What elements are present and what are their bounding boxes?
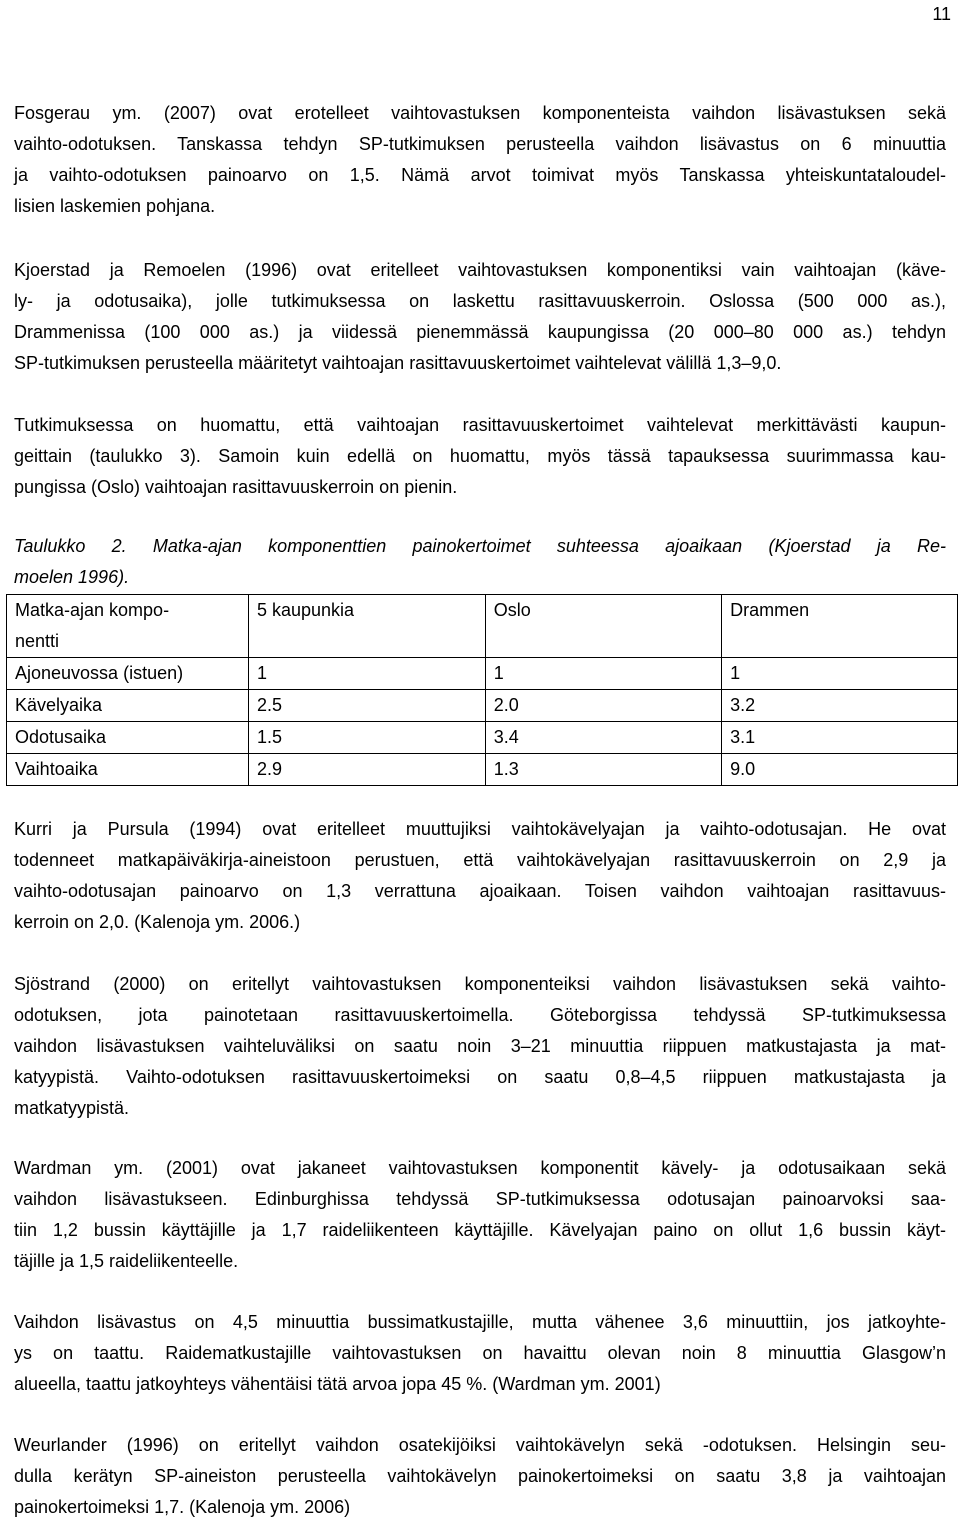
table-cell: 2.5 (248, 690, 485, 722)
text-line: tiin 1,2 bussin käyttäjille ja 1,7 raideliikenteen käyttäjille. Kävelyajan paino on ollut 1,6 bussin käyt- (14, 1220, 946, 1240)
text-line: vaihdon lisävastuksen vaihteluväliksi on saatu noin 3–21 minuuttia riippuen matkustajasta ja mat- (14, 1036, 946, 1056)
text-line: Wardman ym. (2001) ovat jakaneet vaihtovastuksen komponentit kävely- ja odotusaikaan sekä (14, 1158, 946, 1178)
text-line: vaihdon lisävastukseen. Edinburghissa tehdyssä SP-tutkimuksessa odotusajan painoarvoksi saa- (14, 1189, 946, 1209)
table-row (7, 690, 958, 722)
paragraph-vaihdon (14, 1307, 946, 1400)
caption-line: Taulukko 2. Matka-ajan komponenttien painokertoimet suhteessa ajoaikaan (Kjoerstad ja Re- (14, 536, 946, 556)
header-cell-5-cities: 5 kaupunkia (248, 595, 485, 658)
table-row (7, 722, 958, 754)
text-line: odotuksen, jota painotetaan rasittavuuskertoimella. Göteborgissa tehdyssä SP-tutkimuksessa (14, 1005, 946, 1025)
table-cell: 1.3 (485, 754, 721, 786)
table-cell: 1 (485, 658, 721, 690)
text-line: kerroin on 2,0. (Kalenoja ym. 2006.) (14, 912, 301, 932)
text-line: geittain (taulukko 3). Samoin kuin edellä on huomattu, myös tässä tapauksessa suurimmassa kau- (14, 446, 946, 466)
text-line: Sjöstrand (2000) on eritellyt vaihtovastuksen komponenteiksi vaihdon lisävastuksen sekä vaihto- (14, 974, 946, 994)
table-cell: 3.4 (485, 722, 721, 754)
table-cell: Vaihtoaika (7, 754, 249, 786)
weights-table (6, 594, 958, 786)
text-line: todenneet matkapäiväkirja-aineistoon perustuen, että vaihtokävelyajan rasittavuuskerroin on 2,9 ja (14, 850, 946, 870)
header-line: nentti (15, 631, 60, 651)
text-line: Fosgerau ym. (2007) ovat erotelleet vaihtovastuksen komponenteista vaihdon lisävastuksen sekä (14, 103, 946, 123)
table-cell: 1 (248, 658, 485, 690)
text-line: Drammenissa (100 000 as.) ja viidessä pienemmässä kaupungissa (20 000–80 000 as.) tehdyn (14, 322, 946, 342)
table-cell: 2.9 (248, 754, 485, 786)
paragraph-kurri (14, 814, 946, 938)
paragraph-weurlander (14, 1430, 946, 1523)
table-cell: 9.0 (722, 754, 958, 786)
header-cell-drammen: Drammen (722, 595, 958, 658)
text-line: ys on taattu. Raidematkustajille vaihtovastuksen on havaittu olevan noin 8 minuuttia Glasgow’n (14, 1343, 946, 1363)
text-line: ja vaihto-odotuksen painoarvo on 1,5. Nämä arvot toimivat myös Tanskassa yhteiskuntataloudel- (14, 165, 946, 185)
text-line: Weurlander (1996) on eritellyt vaihdon osatekijöiksi vaihtokävelyn sekä -odotuksen. Helsingin seu- (14, 1435, 946, 1455)
paragraph-wardman (14, 1153, 946, 1277)
paragraph-tutkimuksessa (14, 410, 946, 503)
paragraph-sjostrand (14, 969, 946, 1124)
table-cell: Ajoneuvossa (istuen) (7, 658, 249, 690)
paragraph-kjoerstad (14, 255, 946, 379)
table-cell: 2.0 (485, 690, 721, 722)
text-line: Vaihdon lisävastus on 4,5 minuuttia bussimatkustajille, mutta vähenee 3,6 minuuttiin, jos jatkoyhte- (14, 1312, 946, 1332)
text-line: ly- ja odotusaika), jolle tutkimuksessa on laskettu rasittavuuskerroin. Oslossa (500 000 as.), (14, 291, 946, 311)
text-line: vaihto-odotuksen. Tanskassa tehdyn SP-tutkimuksen perusteella vaihdon lisävastus on 6 minuuttia (14, 134, 946, 154)
table-row (7, 658, 958, 690)
text-line: vaihto-odotusajan painoarvo on 1,3 verrattuna ajoaikaan. Toisen vaihdon vaihtoajan rasittavuus- (14, 881, 946, 901)
text-line: Tutkimuksessa on huomattu, että vaihtoajan rasittavuuskertoimet vaihtelevat merkittävästi kaupun- (14, 415, 946, 435)
text-line: SP-tutkimuksen perusteella määritetyt vaihtoajan rasittavuuskertoimet vaihtelevat välillä 1,3–9,0. (14, 353, 782, 373)
text-line: Kjoerstad ja Remoelen (1996) ovat eritelleet vaihtovastuksen komponentiksi vain vaihtoajan (käve- (14, 260, 946, 280)
page-number: 11 (932, 4, 951, 24)
caption-line: moelen 1996). (14, 567, 130, 587)
header-cell-component (7, 595, 249, 658)
table-cell: Odotusaika (7, 722, 249, 754)
text-line: painokertoimeksi 1,7. (Kalenoja ym. 2006) (14, 1497, 351, 1517)
text-line: pungissa (Oslo) vaihtoajan rasittavuuskerroin on pienin. (14, 477, 458, 497)
text-line: lisien laskemien pohjana. (14, 196, 216, 216)
text-line: täjille ja 1,5 raideliikenteelle. (14, 1251, 239, 1271)
table-row (7, 754, 958, 786)
table-header-row (7, 595, 958, 658)
table-cell: 1 (722, 658, 958, 690)
text-line: Kurri ja Pursula (1994) ovat eritelleet muuttujiksi vaihtokävelyajan ja vaihto-odotusajan. He ovat (14, 819, 946, 839)
text-line: matkatyypistä. (14, 1098, 130, 1118)
text-line: alueella, taattu jatkoyhteys vähentäisi tätä arvoa jopa 45 %. (Wardman ym. 2001) (14, 1374, 661, 1394)
table-cell: 3.2 (722, 690, 958, 722)
table-caption (14, 531, 946, 593)
table-cell: 3.1 (722, 722, 958, 754)
text-line: dulla kerätyn SP-aineiston perusteella vaihtokävelyn painokertoimeksi on saatu 3,8 ja vaihtoajan (14, 1466, 946, 1486)
header-cell-oslo: Oslo (485, 595, 721, 658)
paragraph-fosgerau (14, 98, 946, 222)
table-cell: 1.5 (248, 722, 485, 754)
table-cell: Kävelyaika (7, 690, 249, 722)
header-line: Matka-ajan kompo- (15, 600, 170, 620)
text-line: katyypistä. Vaihto-odotuksen rasittavuuskertoimeksi on saatu 0,8–4,5 riippuen matkustajasta ja (14, 1067, 946, 1087)
